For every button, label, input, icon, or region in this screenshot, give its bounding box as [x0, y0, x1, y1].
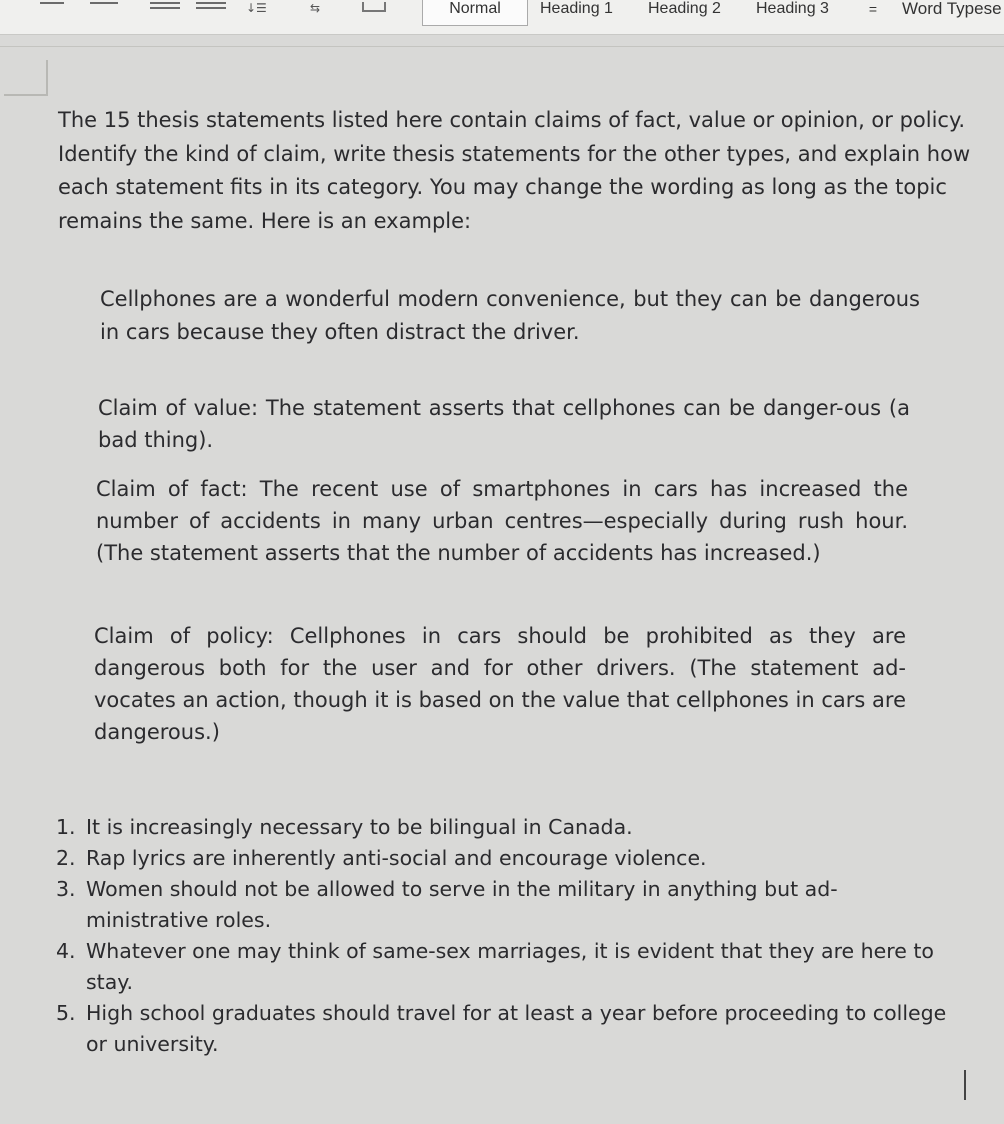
style-heading-3[interactable]: Heading 3 — [756, 0, 829, 17]
style-heading-2[interactable]: Heading 2 — [648, 0, 721, 17]
list-item: 4. Whatever one may think of same-sex marriages, it is evident that they are here to stay. — [56, 939, 934, 994]
claim-of-fact: Claim of fact: The recent use of smartphones in cars has increased the number of accidents in many urban centres—especially during rush hour. (The statement asserts that the number of accidents has increased.) — [96, 477, 908, 565]
intro-paragraph: The 15 thesis statements listed here contain claims of fact, value or opinion, or policy. Identify the kind of claim, write thesis statements for the other types, and explain how each statement fits in its category. You may change the wording as long as the topic remains the same. Here is an example: — [58, 108, 971, 233]
text-cursor — [964, 1070, 966, 1100]
thesis-statement-list — [56, 812, 956, 1060]
list-item: 5. High school graduates should travel for at least a year before proceeding to college or university. — [56, 1001, 947, 1056]
style-gallery-more-button[interactable]: = — [868, 1, 878, 17]
text-direction-icon[interactable]: ⇆ — [310, 1, 321, 15]
example-statement: Cellphones are a wonderful modern convenience, but they can be dangerous in cars because they often distract the driver. — [100, 287, 920, 344]
style-word-typeset[interactable]: Word Typese — [902, 0, 1002, 18]
line-spacing-icon[interactable]: ↓☰ — [246, 1, 267, 15]
claim-of-policy: Claim of policy: Cellphones in cars should be prohibited as they are dangerous both for the user and for other drivers. (The statement ad-vocates an action, though it is based on the value that cellphones in cars are dangerous.) — [94, 624, 906, 744]
claim-of-value: Claim of value: The statement asserts that cellphones can be danger-ous (a bad thing). — [98, 396, 910, 452]
list-item: 2. Rap lyrics are inherently anti-social and encourage violence. — [56, 846, 707, 870]
list-item: 3. Women should not be allowed to serve in the military in anything but ad-ministrative roles. — [56, 877, 838, 932]
list-item: 1. It is increasingly necessary to be bilingual in Canada. — [56, 815, 633, 839]
style-heading-1[interactable]: Heading 1 — [540, 0, 613, 17]
style-normal[interactable]: Normal — [422, 0, 528, 26]
